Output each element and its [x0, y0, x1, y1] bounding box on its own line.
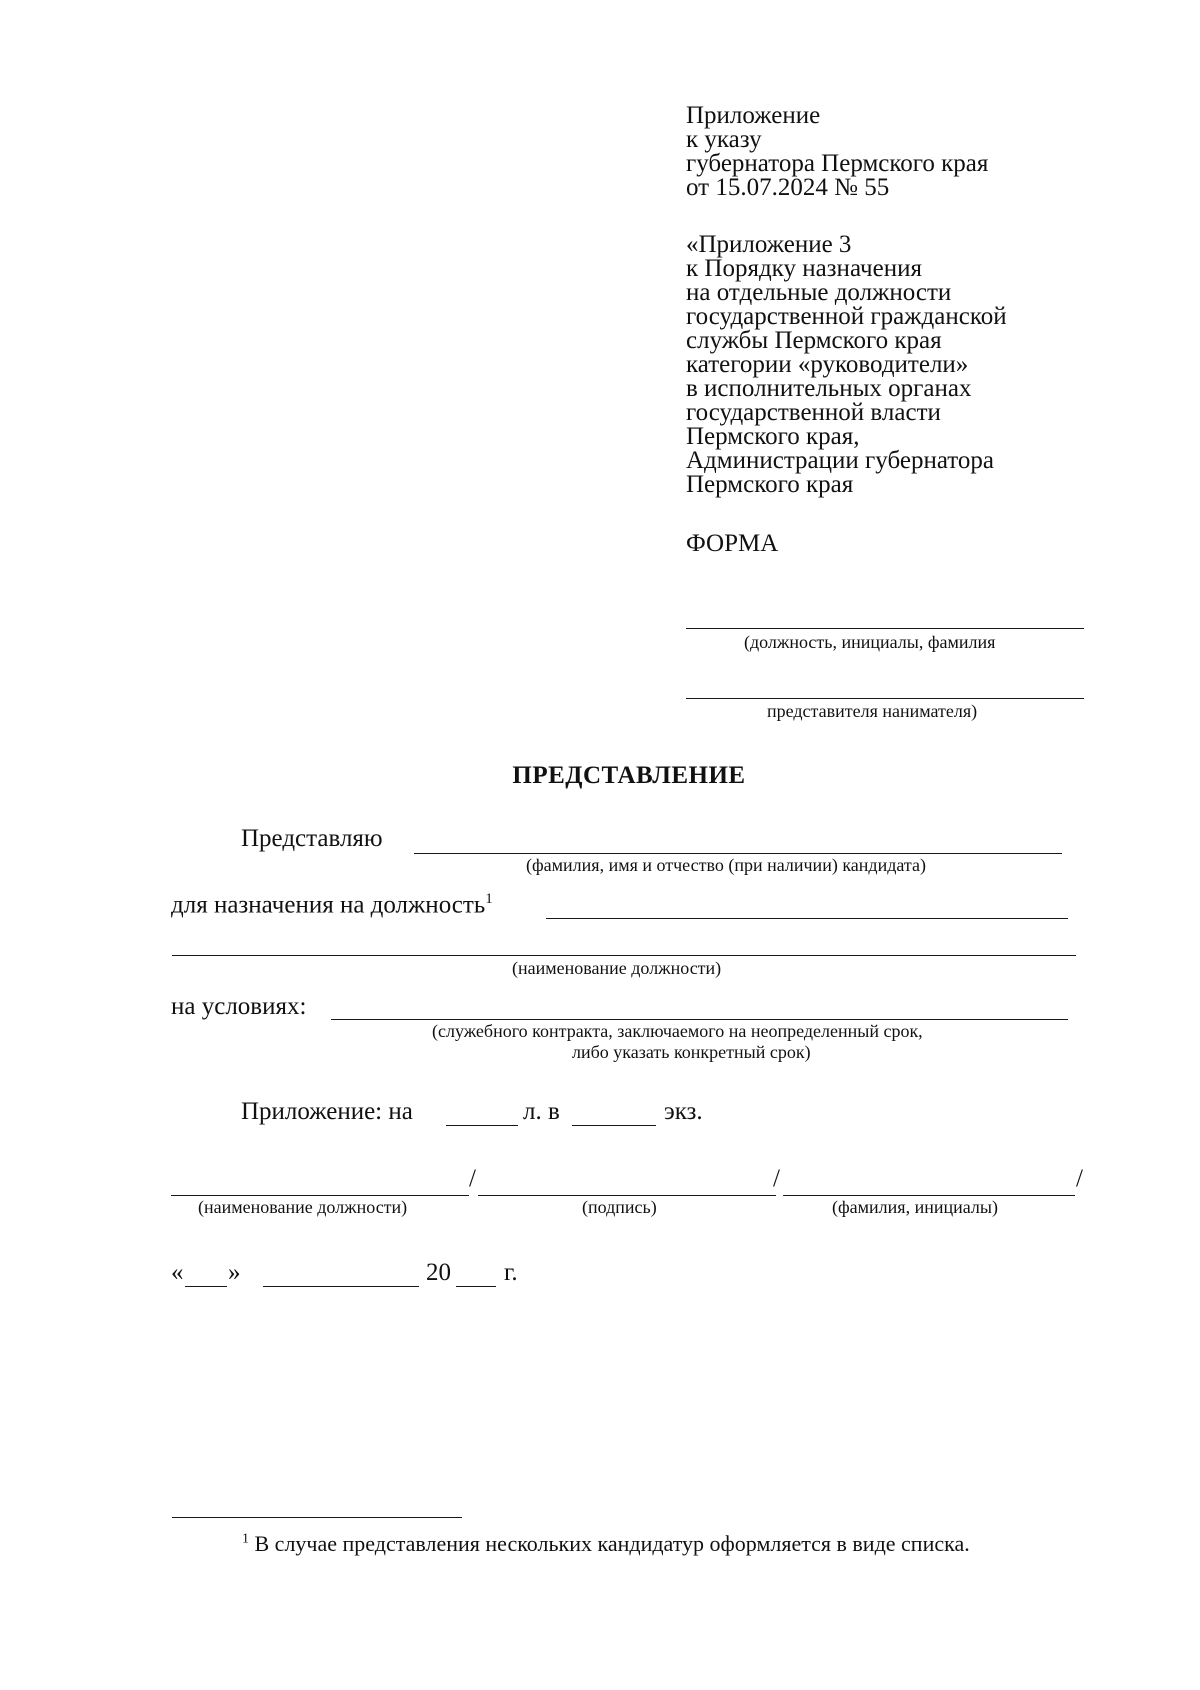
date-year-line[interactable]	[456, 1286, 496, 1287]
date-year-suffix: г.	[504, 1259, 518, 1286]
conditions-line[interactable]	[331, 1019, 1068, 1020]
decree-header-line: от 15.07.2024 № 55	[686, 174, 890, 201]
appendix3-line: на отдельные должности	[686, 279, 952, 306]
appendix3-line: государственной власти	[686, 399, 941, 426]
footnote	[242, 1531, 970, 1557]
date-year-prefix: 20	[426, 1259, 451, 1286]
signature-slash: /	[469, 1165, 476, 1192]
signature-slash: /	[1076, 1165, 1083, 1192]
attachment-mid: л. в	[523, 1098, 560, 1125]
footnote-separator	[172, 1517, 462, 1518]
signature-caption-position: (наименование должности)	[198, 1197, 408, 1217]
appendix3-line: «Приложение 3	[686, 231, 852, 258]
conditions-caption-1: (служебного контракта, заключаемого на неопределенный срок,	[432, 1021, 923, 1041]
document-title: ПРЕДСТАВЛЕНИЕ	[512, 762, 746, 789]
date-close-quote: »	[228, 1259, 241, 1286]
appoint-label	[171, 891, 493, 919]
addressee-caption-1: (должность, инициалы, фамилия	[744, 632, 996, 652]
appendix3-line: Администрации губернатора	[686, 447, 994, 474]
appendix3-line: Пермского края	[686, 471, 854, 498]
appendix3-line: государственной гражданской	[686, 303, 1007, 330]
candidate-caption: (фамилия, имя и отчество (при наличии) кандидата)	[526, 855, 926, 875]
signature-name-line[interactable]	[783, 1195, 1075, 1196]
attachment-copies-line[interactable]	[572, 1125, 656, 1126]
decree-header-line: к указу	[686, 126, 762, 153]
attachment-prefix: Приложение: на	[241, 1098, 413, 1125]
decree-header-line: губернатора Пермского края	[686, 150, 989, 177]
addressee-caption-2: представителя нанимателя)	[767, 701, 978, 721]
decree-header-line: Приложение	[686, 102, 821, 129]
footnote-number: 1	[242, 1531, 249, 1547]
candidate-name-line[interactable]	[414, 853, 1062, 854]
decree-header	[686, 104, 988, 200]
position-line-1[interactable]	[546, 918, 1068, 919]
position-line-2[interactable]	[172, 955, 1076, 956]
present-label: Представляю	[241, 825, 383, 852]
attachment-pages-line[interactable]	[446, 1125, 518, 1126]
signature-caption-sign: (подпись)	[582, 1197, 657, 1217]
date-month-line[interactable]	[263, 1286, 419, 1287]
signature-position-line[interactable]	[171, 1195, 469, 1196]
footnote-mark: 1	[485, 891, 493, 907]
appendix3-header	[686, 233, 1007, 497]
signature-caption-name: (фамилия, инициалы)	[832, 1197, 998, 1217]
signature-slash: /	[773, 1165, 780, 1192]
conditions-label: на условиях:	[171, 993, 307, 1020]
date-day-line[interactable]	[185, 1286, 227, 1287]
attachment-suffix: экз.	[664, 1098, 703, 1125]
addressee-line-2[interactable]	[686, 698, 1084, 699]
form-label: ФОРМА	[686, 530, 779, 557]
date-open-quote: «	[171, 1259, 184, 1286]
appendix3-line: в исполнительных органах	[686, 375, 972, 402]
appendix3-line: категории «руководители»	[686, 351, 969, 378]
position-caption: (наименование должности)	[512, 958, 722, 978]
conditions-caption-2: либо указать конкретный срок)	[572, 1042, 811, 1062]
signature-sign-line[interactable]	[478, 1195, 776, 1196]
appendix3-line: к Порядку назначения	[686, 255, 922, 282]
appendix3-line: Пермского края,	[686, 423, 860, 450]
addressee-line-1[interactable]	[686, 628, 1084, 629]
appoint-label-text: для назначения на должность	[171, 891, 486, 919]
appendix3-line: службы Пермского края	[686, 327, 942, 354]
footnote-text: В случае представления нескольких кандидатур оформляется в виде списка.	[254, 1531, 970, 1556]
